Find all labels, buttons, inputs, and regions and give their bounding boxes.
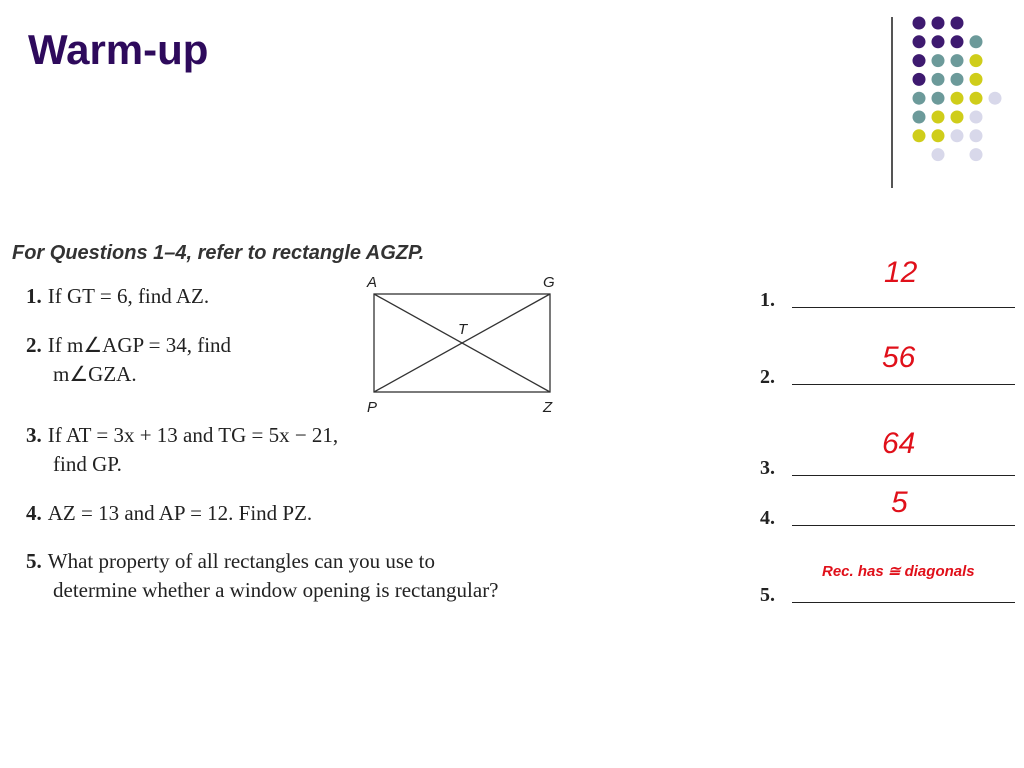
decor-dot: [913, 129, 926, 142]
decor-dot: [913, 17, 926, 30]
header-divider: [891, 17, 893, 188]
question-number: 3.: [26, 423, 42, 447]
decor-dot: [932, 54, 945, 67]
decor-dot: [951, 73, 964, 86]
vertex-label-g: G: [543, 274, 555, 291]
decor-dot: [932, 148, 945, 161]
answer-blank: [792, 475, 1015, 476]
decor-dot: [932, 129, 945, 142]
question-1: [26, 282, 209, 311]
decor-dot: [932, 92, 945, 105]
decor-dot: [951, 54, 964, 67]
decor-dot: [989, 92, 1002, 105]
answer-number: 3.: [760, 457, 775, 479]
rectangle-agzp-diagram: [360, 270, 570, 420]
decor-dot: [932, 17, 945, 30]
decor-dot: [951, 129, 964, 142]
vertex-label-t: T: [458, 321, 468, 338]
decor-dot: [913, 73, 926, 86]
decor-dot: [932, 111, 945, 124]
decor-dot: [970, 111, 983, 124]
question-text-continued: m∠GZA.: [53, 362, 137, 386]
answer-value-3: 64: [882, 427, 916, 460]
answer-number: 4.: [760, 507, 775, 529]
question-text: If m∠AGP = 34, find: [47, 333, 232, 357]
answer-line-5: [760, 579, 1015, 607]
answer-blank: [792, 384, 1015, 385]
question-text-continued: find GP.: [53, 452, 122, 476]
question-number: 2.: [26, 333, 42, 357]
decor-dot: [970, 35, 983, 48]
decor-dot: [951, 17, 964, 30]
answer-value-4: 5: [891, 486, 908, 519]
question-text-continued: determine whether a window opening is rectangular?: [53, 578, 499, 602]
question-text: If GT = 6, find AZ.: [47, 284, 210, 308]
decor-dot: [913, 92, 926, 105]
question-number: 5.: [26, 549, 42, 573]
answer-number: 1.: [760, 289, 775, 311]
question-5: [26, 547, 499, 605]
question-number: 1.: [26, 284, 42, 308]
question-text: AZ = 13 and AP = 12. Find PZ.: [47, 501, 313, 525]
vertex-label-p: P: [367, 399, 378, 416]
answer-value-5: Rec. has ≅ diagonals: [822, 563, 975, 580]
question-3: [26, 421, 338, 479]
question-4: [26, 499, 312, 528]
answer-line-4: [760, 502, 1015, 530]
decor-dot: [951, 35, 964, 48]
decor-dot: [913, 111, 926, 124]
decor-dot: [913, 54, 926, 67]
answer-blank: [792, 307, 1015, 308]
decor-dot: [932, 35, 945, 48]
question-text: If AT = 3x + 13 and TG = 5x − 21,: [47, 423, 339, 447]
question-2: [26, 331, 231, 389]
answer-blank: [792, 602, 1015, 603]
slide-title: Warm-up: [28, 26, 209, 73]
instructions-text: For Questions 1–4, refer to rectangle AGZP.: [12, 242, 425, 264]
vertex-label-a: A: [367, 274, 378, 291]
decor-dot: [970, 129, 983, 142]
decor-dot: [913, 35, 926, 48]
answer-number: 2.: [760, 366, 775, 388]
decor-dot: [970, 92, 983, 105]
decor-dot: [951, 92, 964, 105]
decor-dot: [951, 111, 964, 124]
answer-value-1: 12: [884, 256, 918, 289]
question-text: What property of all rectangles can you use to: [47, 549, 435, 573]
question-number: 4.: [26, 501, 42, 525]
answer-number: 5.: [760, 584, 775, 606]
answer-blank: [792, 525, 1015, 526]
decor-dot: [970, 73, 983, 86]
decor-dot: [970, 148, 983, 161]
decor-dot: [932, 73, 945, 86]
vertex-label-z: Z: [543, 399, 553, 416]
answer-value-2: 56: [882, 341, 916, 374]
decor-dot: [970, 54, 983, 67]
